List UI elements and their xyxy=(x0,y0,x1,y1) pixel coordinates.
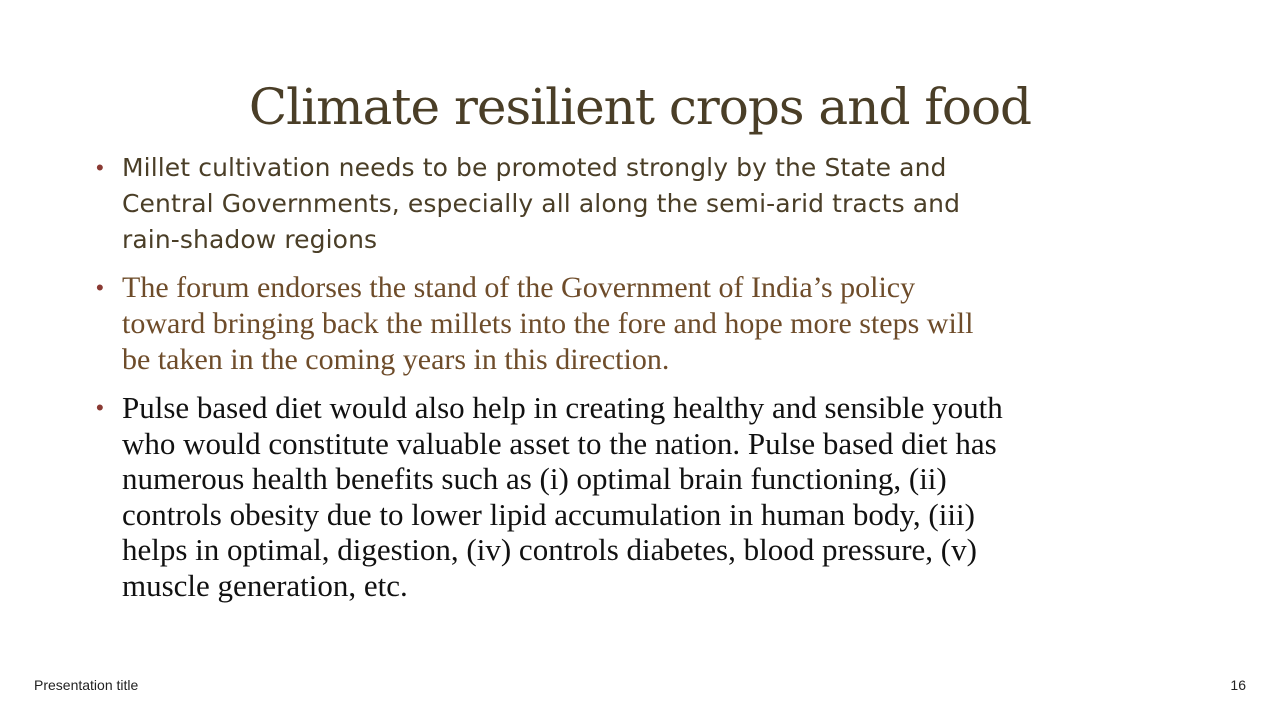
bullet-text-line: muscle generation, etc. xyxy=(122,567,408,603)
bullet-text-line: helps in optimal, digestion, (iv) controls diabetes, blood pressure, (v) xyxy=(122,532,977,567)
bullet-marker: • xyxy=(96,395,104,420)
footer-presentation-title: Presentation title xyxy=(34,677,139,693)
bullet-text-line: Pulse based diet would also help in creating healthy and sensible youth xyxy=(122,390,1003,425)
bullet-text-line: toward bringing back the millets into the fore and hope more steps will xyxy=(122,307,974,340)
bullet-item-pulse-diet xyxy=(96,390,1196,603)
bullet-marker: • xyxy=(96,275,104,300)
bullet-text-line: numerous health benefits such as (i) optimal brain functioning, (ii) xyxy=(122,461,947,496)
slide-title: Climate resilient crops and food xyxy=(248,78,1032,136)
page-number: 16 xyxy=(1230,677,1246,693)
bullet-list xyxy=(96,150,1196,603)
bullet-text-line: Millet cultivation needs to be promoted strongly by the State and xyxy=(122,153,947,182)
bullet-text-line: rain-shadow regions xyxy=(122,225,378,254)
bullet-text-line: who would constitute valuable asset to the nation. Pulse based diet has xyxy=(122,425,997,461)
bullet-text-line: The forum endorses the stand of the Government of India’s policy xyxy=(122,271,916,304)
bullet-text-line: be taken in the coming years in this direction. xyxy=(122,343,670,376)
bullet-item-forum xyxy=(96,270,1196,378)
bullet-item-millet xyxy=(96,150,1196,258)
bullet-text-line: Central Governments, especially all along the semi-arid tracts and xyxy=(122,189,961,218)
bullet-text-line: controls obesity due to lower lipid accumulation in human body, (iii) xyxy=(122,496,975,532)
bullet-marker: • xyxy=(96,155,104,180)
